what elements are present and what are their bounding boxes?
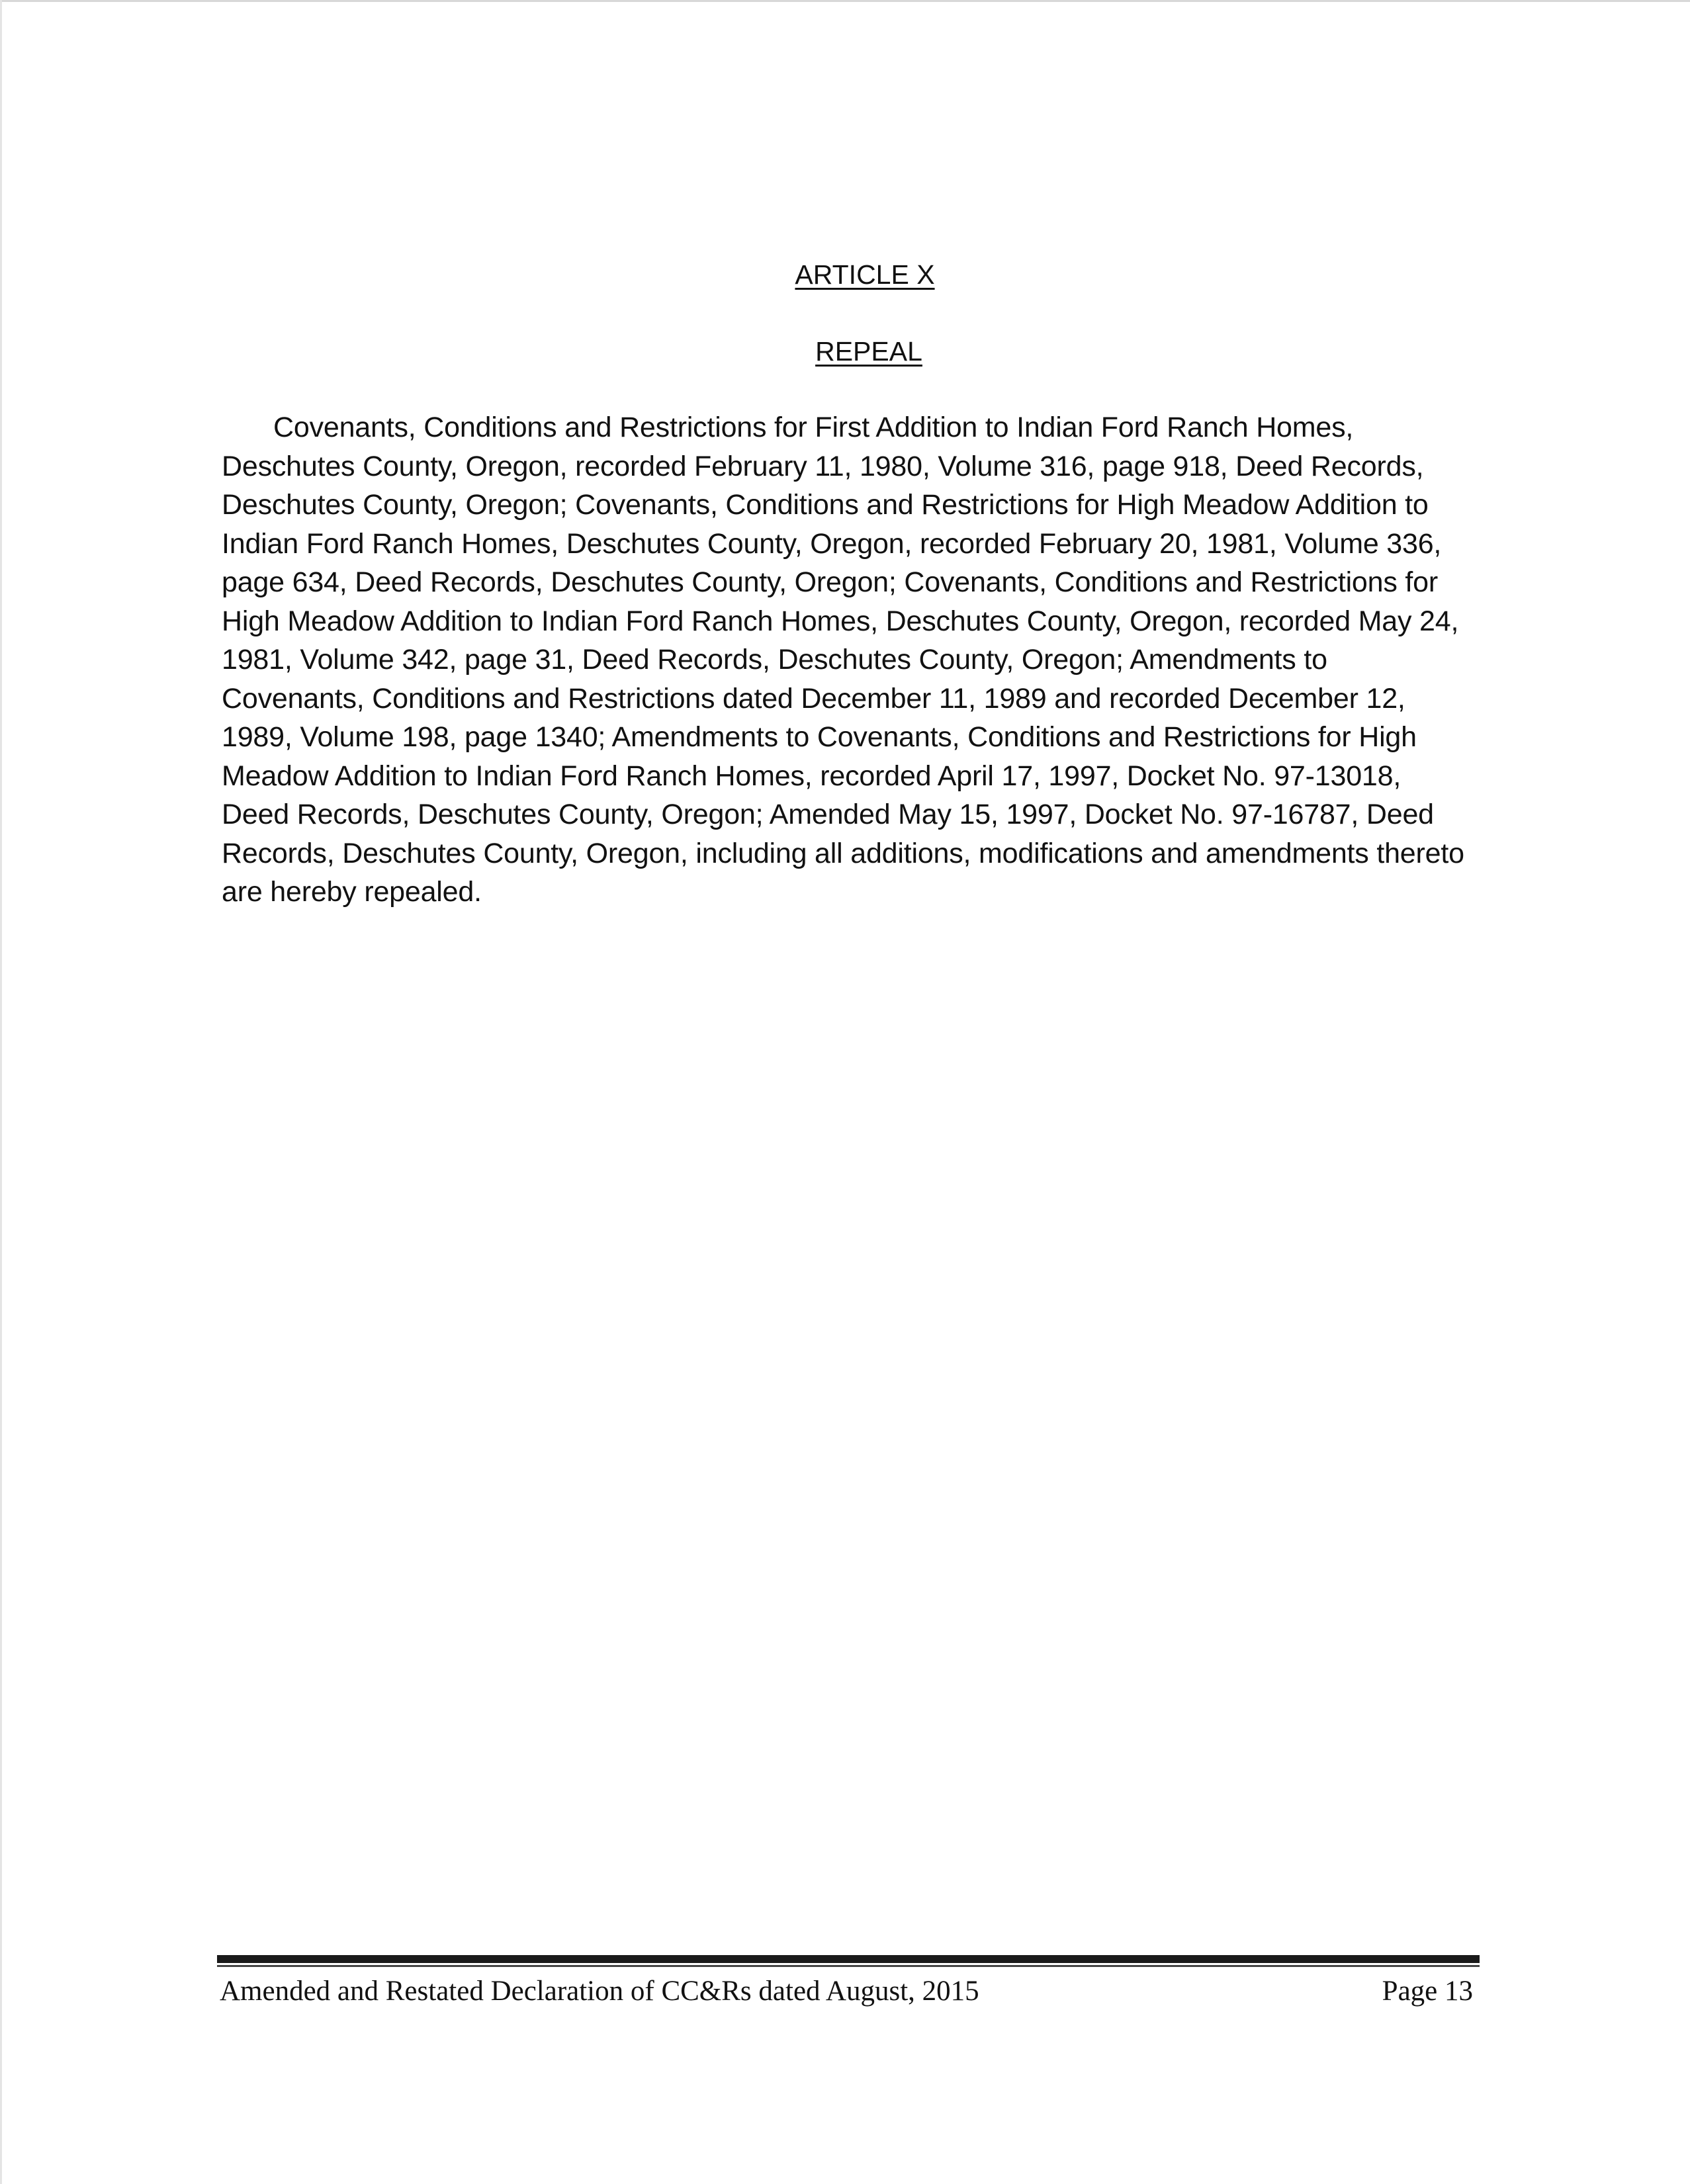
article-title: ARTICLE X [795, 259, 935, 290]
scan-edge-top [0, 0, 1690, 2]
footer-rule [217, 1955, 1480, 1963]
section-title: REPEAL [815, 336, 922, 367]
footer-document-title: Amended and Restated Declaration of CC&Rs dated August, 2015 [220, 1976, 979, 2007]
scan-edge-left [0, 0, 2, 2184]
body-paragraph: Covenants, Conditions and Restrictions for First Addition to Indian Ford Ranch Homes, Deschutes County, Oregon, recorded February 11, 1980, Volume 316, page 918, Deed Records, Deschutes County, Oregon; Covenants, Conditions and Restrictions for High Meadow Addition to Indian Ford Ranch Homes, Deschutes County, Oregon, recorded February 20, 1981, Volume 336, page 634, Deed Records, Deschutes County, Oregon; Covenants, Conditions and Restrictions for High Meadow Addition to Indian Ford Ranch Homes, Deschutes County, Oregon, recorded May 24, 1981, Volume 342, page 31, Deed Records, Deschutes County, Oregon; Amendments to Covenants, Conditions and Restrictions dated December 11, 1989 and recorded December 12, 1989, Volume 198, page 1340; Amendments to Covenants, Conditions and Restrictions for High Meadow Addition to Indian Ford Ranch Homes, recorded April 17, 1997, Docket No. 97-13018, Deed Records, Deschutes County, Oregon; Amended May 15, 1997, Docket No. 97-16787, Deed Records, Deschutes County, Oregon, including all additions, modifications and amendments thereto are hereby repealed. [222, 412, 1464, 908]
footer-page-number: Page 13 [1382, 1976, 1473, 2007]
footer-rule-thin [217, 1965, 1480, 1967]
